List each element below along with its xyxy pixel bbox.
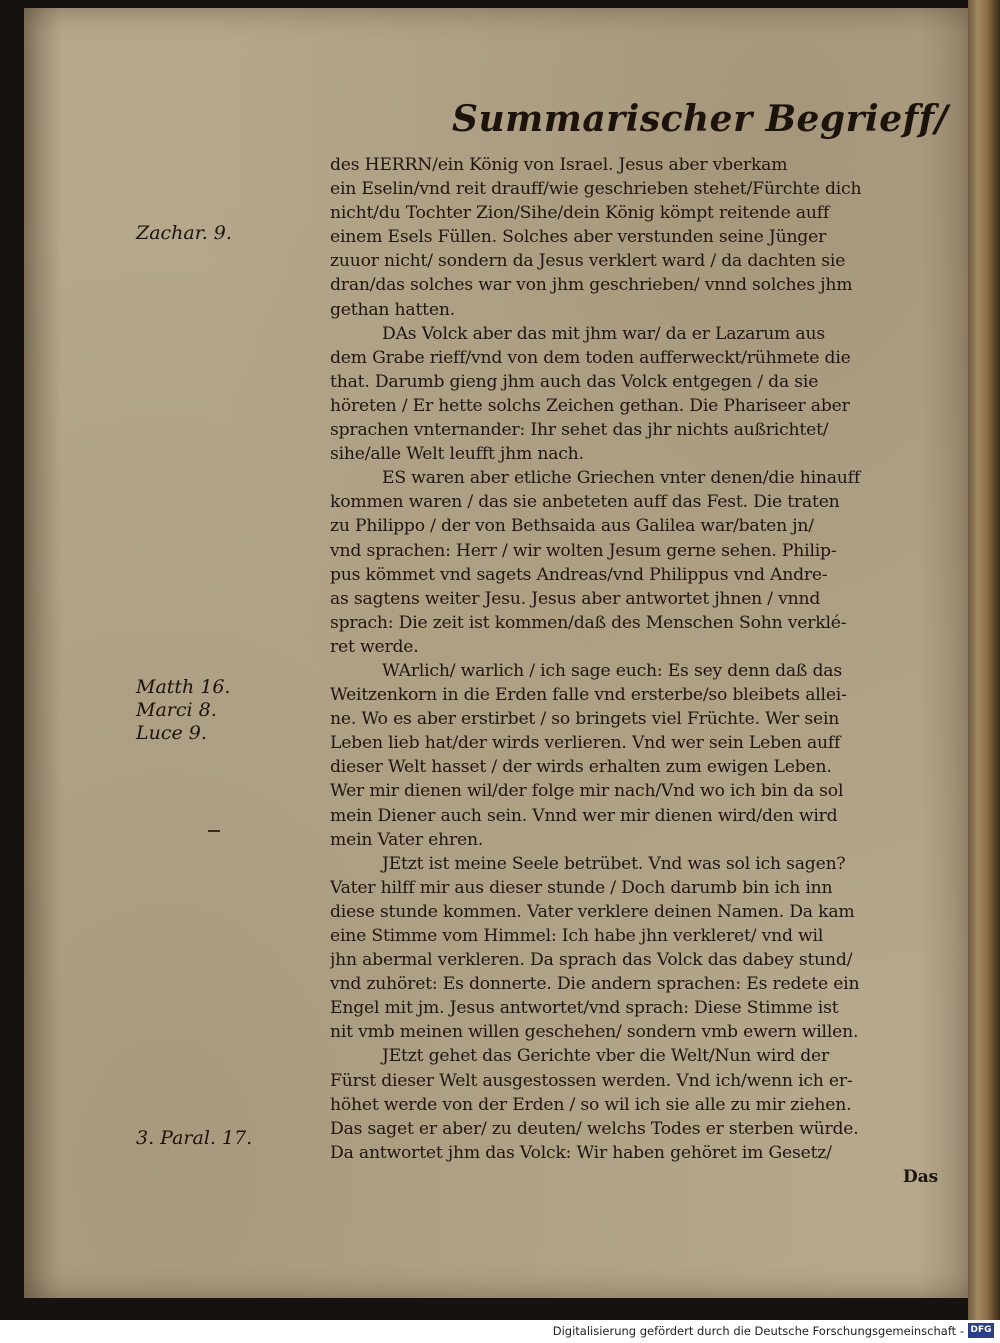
text-line: zu Philippo / der von Bethsaida aus Galilea war/baten jn/ [330,516,814,537]
text-line: Wer mir dienen wil/der folge mir nach/Vnd wo ich bin da sol [330,781,844,802]
text-line: pus kömmet vnd sagets Andreas/vnd Philippus vnd Andre- [330,564,828,585]
text-line: einem Esels Füllen. Solches aber verstunden seine Jünger [330,227,827,248]
text-line: vnd sprachen: Herr / wir wolten Jesum gerne sehen. Philip- [330,540,837,561]
margin-note-matth: Matth 16. [136,676,231,698]
text-line: diese stunde kommen. Vater verklere deinen Namen. Da kam [330,901,855,922]
text-line: nit vmb meinen willen geschehen/ sondern vmb ewern willen. [330,1022,859,1043]
catchword: Das [902,1166,938,1187]
text-line: eine Stimme vom Himmel: Ich habe jhn verkleret/ vnd wil [330,926,824,946]
text-line: Vater hilff mir aus dieser stunde / Doch darumb bin ich inn [330,877,833,898]
text-line: gethan hatten. [330,299,455,320]
text-line: nicht/du Tochter Zion/Sihe/dein König kömpt reitende auff [330,203,830,224]
margin-note-paral: 3. Paral. 17. [136,1127,253,1149]
text-line: that. Darumb gieng jhm auch das Volck entgegen / da sie [330,371,819,392]
text-line: JEtzt gehet das Gerichte vber die Welt/Nun wird der [382,1046,829,1067]
text-line: mein Diener auch sein. Vnnd wer mir dienen wird/den wird [330,805,838,826]
text-line: Leben lieb hat/der wirds verlieren. Vnd wer sein Leben auff [330,733,841,754]
text-line: jhn abermal verkleren. Da sprach das Volck das dabey stund/ [330,950,853,971]
text-line: mein Vater ehren. [330,829,484,850]
margin-note-marci: Marci 8. [136,699,217,721]
margin-mark [208,830,220,832]
text-line: WArlich/ warlich / ich sage euch: Es sey denn daß das [382,660,842,681]
text-line: ES waren aber etliche Griechen vnter denen/die hinauff [382,468,861,489]
dfg-logo: DFG [968,1323,994,1338]
funding-notice: Digitalisierung gefördert durch die Deutsche Forschungsgemeinschaft - [552,1324,964,1338]
body-text [330,153,960,1189]
text-line: as sagtens weiter Jesu. Jesus aber antwortet jhnen / vnnd [330,588,821,609]
text-line: Weitzenkorn in die Erden falle vnd ersterbe/so bleibets allei- [330,685,847,706]
text-line: vnd zuhöret: Es donnerte. Die andern sprachen: Es redete ein [330,974,860,995]
text-line: sprach: Die zeit ist kommen/daß des Menschen Sohn verklé- [330,612,847,633]
text-line: dieser Welt hasset / der wirds erhalten zum ewigen Leben. [330,757,832,778]
text-line: Fürst dieser Welt ausgestossen werden. Vnd ich/wenn ich er- [330,1070,853,1091]
text-line: ne. Wo es aber erstirbet / so bringets viel Früchte. Wer sein [330,709,840,730]
margin-note-luce: Luce 9. [136,722,207,744]
text-line: Da antwortet jhm das Volck: Wir haben gehöret im Gesetz/ [330,1142,832,1163]
page-edge [968,0,1000,1320]
text-line: kommen waren / das sie anbeteten auff das Fest. Die traten [330,492,840,513]
text-line: höhet werde von der Erden / so wil ich sie alle zu mir ziehen. [330,1094,852,1115]
text-line: ein Eselin/vnd reit drauff/wie geschrieben stehet/Fürchte dich [330,179,862,200]
text-line: ret werde. [330,636,419,657]
footer [0,1320,1000,1343]
text-line: höreten / Er hette solchs Zeichen gethan. Die Phariseer aber [330,395,850,416]
text-line: DAs Volck aber das mit jhm war/ da er Lazarum aus [382,323,825,344]
text-line: JEtzt ist meine Seele betrübet. Vnd was sol ich sagen? [382,853,846,874]
text-line: Das saget er aber/ zu deuten/ welchs Todes er sterben würde. [330,1118,859,1139]
text-line: zuuor nicht/ sondern da Jesus verklert ward / da dachten sie [330,251,846,272]
text-line: Engel mit jm. Jesus antwortet/vnd sprach: Diese Stimme ist [330,998,839,1019]
margin-note-zachar: Zachar. 9. [136,222,232,244]
text-line: dran/das solches war von jhm geschrieben/ vnnd solches jhm [330,275,853,296]
text-line: sihe/alle Welt leufft jhm nach. [330,444,584,465]
text-line: sprachen vnternander: Ihr sehet das jhr nichts außrichtet/ [330,420,829,441]
text-line: des HERRN/ein König von Israel. Jesus aber vberkam [330,155,788,175]
page-heading: Summarischer Begrieff/ [452,98,949,140]
text-line: dem Grabe rieff/vnd von dem toden aufferweckt/rühmete die [330,347,851,368]
